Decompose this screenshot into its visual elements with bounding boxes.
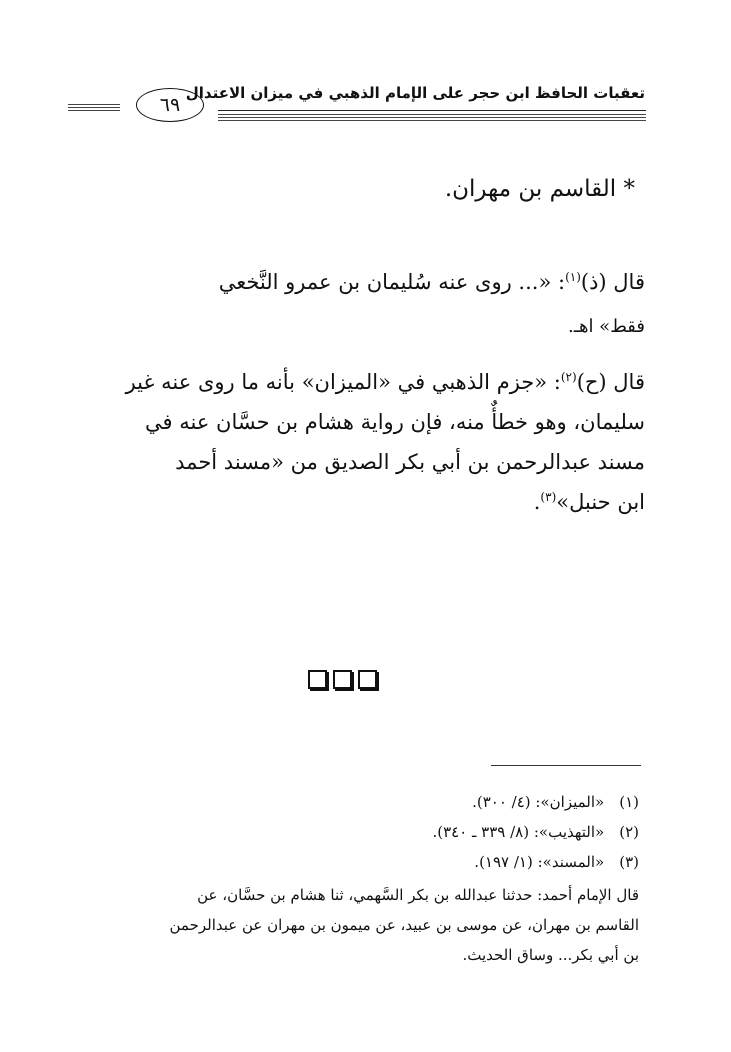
entry-heading: * القاسم بن مهران. [444, 176, 635, 202]
footnote-2 [432, 825, 639, 840]
section-end-ornament [308, 670, 388, 690]
para1-line2: فقط» اهـ. [567, 316, 645, 337]
footnote-ref-3: (٣) [540, 490, 557, 504]
para1-line1 [219, 272, 645, 293]
footnote-separator [491, 765, 641, 766]
footnote-1 [472, 795, 639, 810]
para2-text: : «جزم الذهبي في «الميزان» بأنه ما روى عنه غير [125, 370, 561, 394]
para2-line1 [126, 372, 645, 393]
running-header-title: تعقبات الحافظ ابن حجر على الإمام الذهبي في ميزان الاعتدال [185, 84, 645, 102]
header-hatch-right [218, 114, 646, 123]
footnote-3-continuation-1: قال الإمام أحمد: حدثنا عبدالله بن بكر السَّهمي، ثنا هشام بن حسَّان، عن [197, 886, 639, 904]
para2-line3: مسند عبدالرحمن بن أبي بكر الصديق من «مسند أحمد [175, 450, 645, 474]
footnote-3 [474, 855, 639, 870]
footnote-1-text: «الميزان»: (٤/ ٣٠٠). [472, 793, 605, 811]
para1-text: : «... روى عنه سُليمان بن عمرو النَّخعي [218, 270, 566, 294]
para1-speaker: قال (ذ) [580, 270, 645, 294]
para2-line4-text: ابن حنبل» [556, 490, 645, 514]
ornament-square-icon [308, 670, 327, 689]
para2-line2: سليمان، وهو خطأٌ منه، فإن رواية هشام بن حسَّان عنه في [145, 410, 645, 434]
para2-line4-end: . [533, 490, 541, 514]
page-number: ٦٩ [136, 88, 204, 122]
header-hatch-left [68, 104, 120, 113]
para2-line4 [534, 492, 645, 513]
footnote-ref-1: (١) [565, 270, 581, 284]
footnote-3-text: «المسند»: (١/ ١٩٧). [474, 853, 605, 871]
footnote-3-continuation-2: القاسم بن مهران، عن موسى بن عبيد، عن ميمون بن مهران عن عبدالرحمن [169, 916, 639, 934]
footnote-ref-2: (٢) [560, 370, 577, 384]
ornament-square-icon [358, 670, 377, 689]
footnote-3-continuation-3: بن أبي بكر... وساق الحديث. [462, 946, 639, 964]
footnote-1-number: (١) [619, 793, 639, 811]
para2-speaker: قال (ح) [576, 370, 645, 394]
footnote-3-number: (٣) [619, 853, 639, 871]
header-rule [218, 110, 646, 111]
ornament-square-icon [333, 670, 352, 689]
footnote-2-number: (٢) [619, 823, 639, 841]
footnote-2-text: «التهذيب»: (٨/ ٣٣٩ ـ ٣٤٠). [432, 823, 605, 841]
